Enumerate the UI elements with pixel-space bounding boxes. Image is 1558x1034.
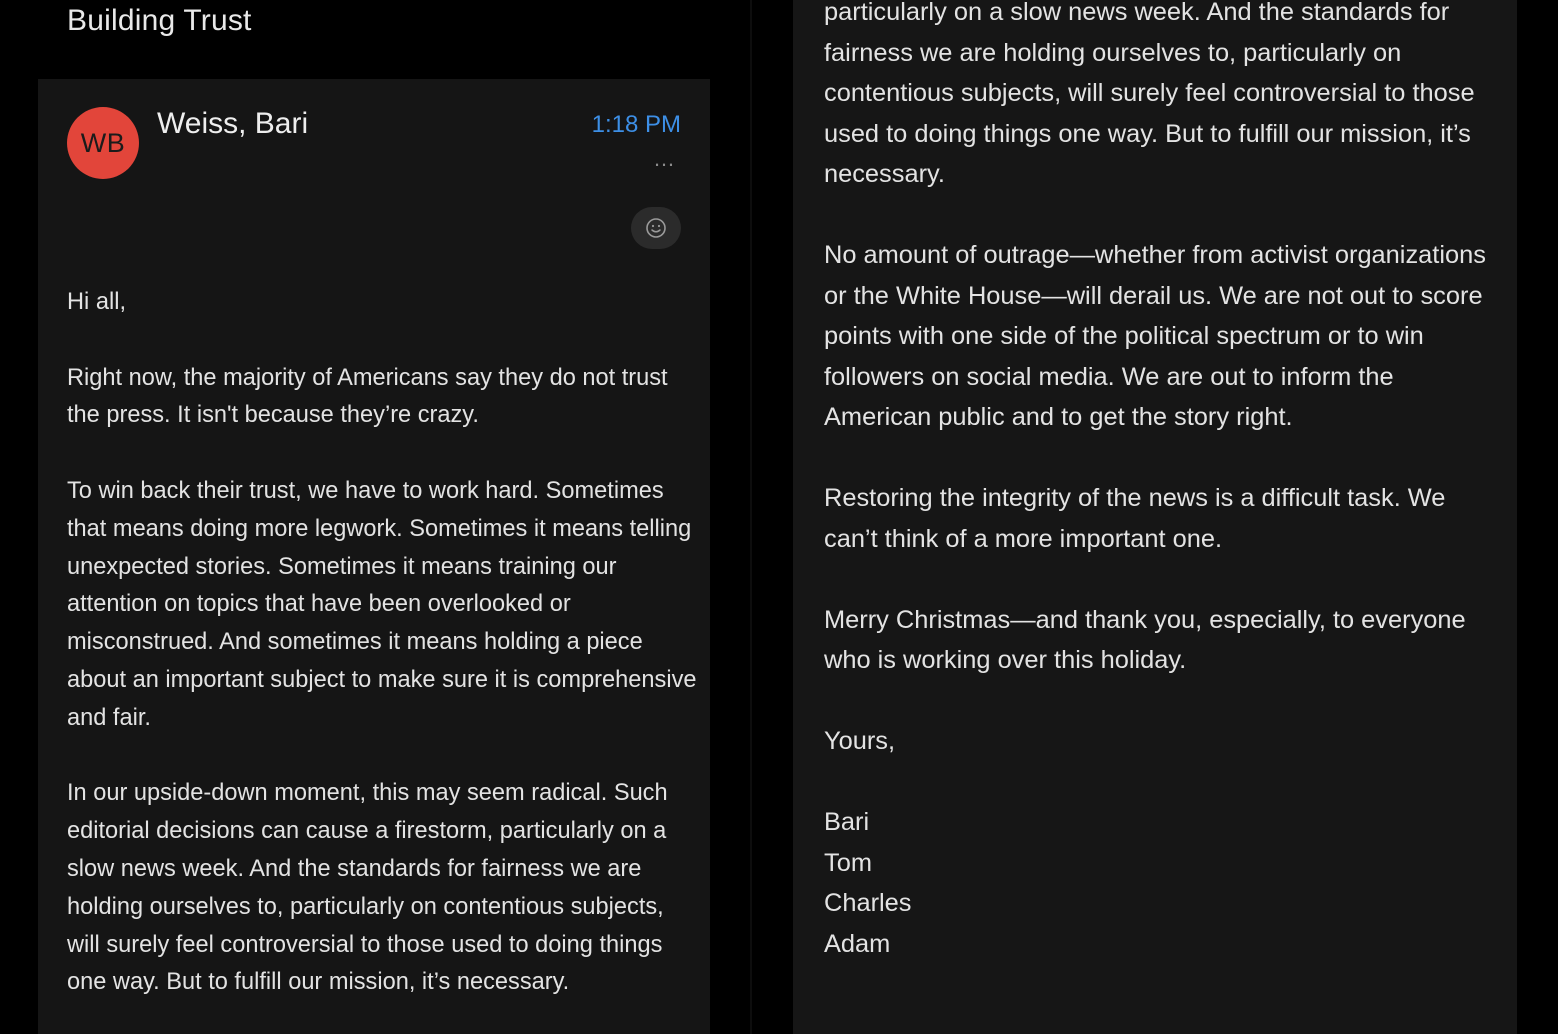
paragraph: No amount of outrage—whether from activist organizations or the White House—will derail us. We are not out to score points with one side of the political spectrum or to win followers on social media. We are out to inform the American public and to get the story right.: [824, 241, 1486, 431]
smiley-icon: [645, 217, 667, 239]
signature-name: Bari: [824, 808, 870, 836]
more-options-icon[interactable]: …: [653, 146, 676, 171]
signature-name: Adam: [824, 929, 891, 958]
paragraph: Restoring the integrity of the news is a difficult task. We can’t think of a more important one.: [824, 484, 1446, 553]
sender-name[interactable]: Weiss, Bari: [157, 107, 309, 140]
paragraph: To win back their trust, we have to work hard. Sometimes that means doing more legwork. Sometimes it means telling unexpected stories. Sometimes it means training our attention on topics that have been overlooked or misconstrued. And sometimes it means holding a piece about an important subject to make sure it is comprehensive and fair.: [67, 477, 697, 731]
avatar[interactable]: [67, 107, 139, 179]
signature-name: Tom: [824, 848, 872, 877]
paragraph: Merry Christmas—and thank you, especially, to everyone who is working over this holiday.: [824, 605, 1466, 674]
message-body-continued: [824, 0, 1496, 964]
paragraph: particularly on a slow news week. And the standards for fairness we are holding ourselves to, particularly on contentious subjects, will surely feel controversial to those used to doing things one way. But to fulfill our mission, it’s necessary.: [824, 0, 1475, 188]
email-message-card: [38, 79, 710, 1034]
message-body: [67, 284, 697, 1034]
email-subject: Building Trust: [67, 4, 252, 37]
email-view-right: [752, 0, 1558, 1034]
avatar-initials: WB: [80, 127, 126, 158]
sign-off: Yours,: [824, 727, 896, 755]
signature-block: [824, 802, 1496, 964]
signature-name: Charles: [824, 889, 912, 917]
email-view-left: [0, 0, 750, 1034]
add-reaction-button[interactable]: [631, 207, 681, 249]
email-message-card-continued: [793, 0, 1517, 1034]
paragraph-greeting: Hi all,: [67, 289, 126, 315]
paragraph: Right now, the majority of Americans say they do not trust the press. It isn't because they’re crazy.: [67, 364, 668, 429]
message-time: 1:18 PM: [591, 111, 681, 138]
paragraph: In our upside-down moment, this may seem radical. Such editorial decisions can cause a firestorm, particularly on a slow news week. And the standards for fairness we are holding ourselves to, particularly on contentious subjects, will surely feel controversial to those used to doing things one way. But to fulfill our mission, it’s necessary.: [67, 780, 668, 996]
